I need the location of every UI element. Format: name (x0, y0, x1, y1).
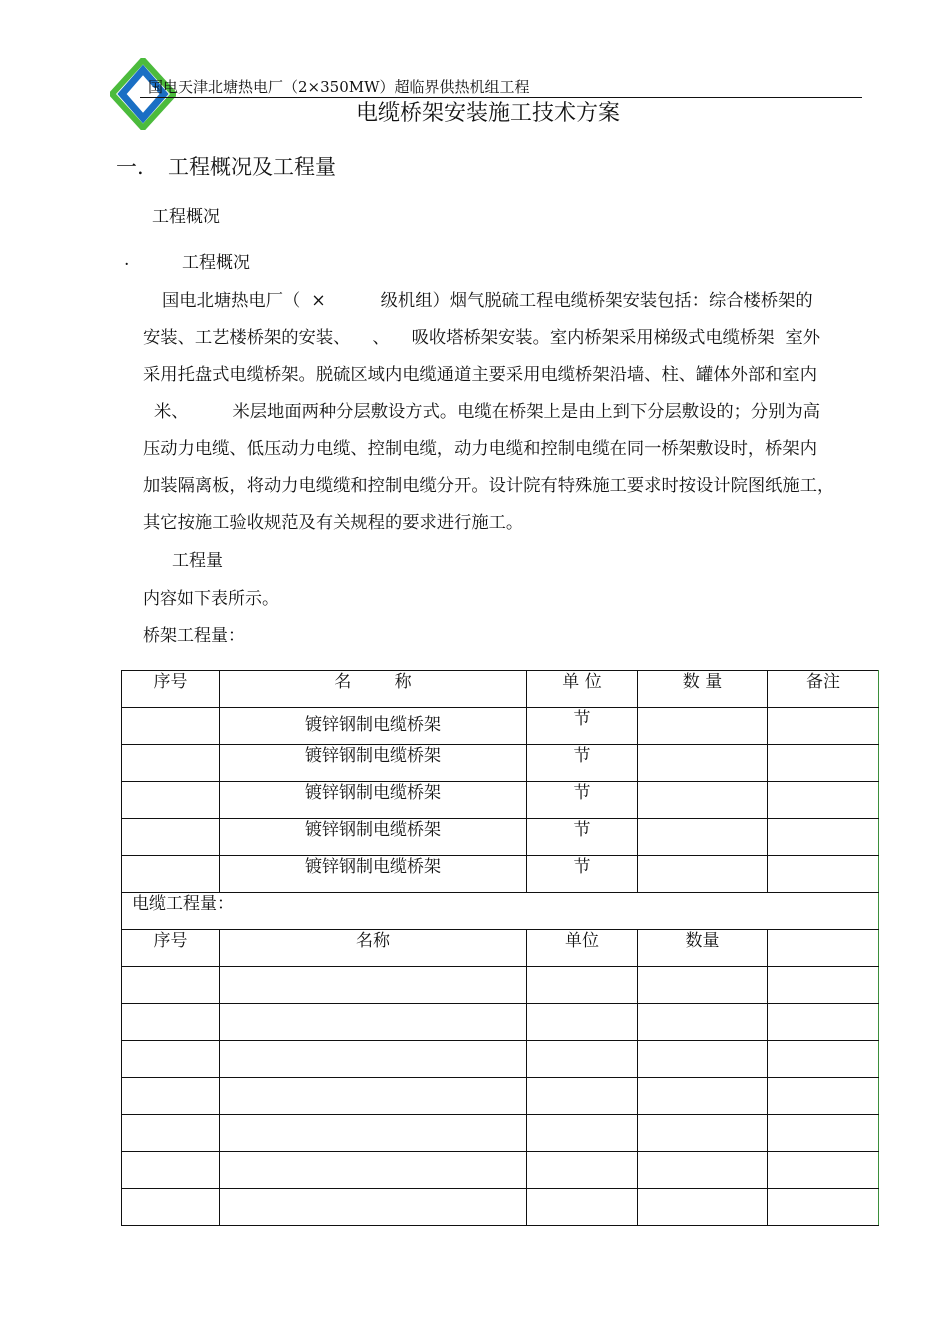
paragraph-line: 米、 米层地面两种分层敷设方式。电缆在桥架上是由上到下分层敷设的；分别为高 (143, 402, 821, 422)
table-row (122, 1189, 879, 1226)
table-cell (638, 782, 768, 819)
table-cell: 镀锌钢制电缆桥架 (220, 782, 527, 819)
table-cell (638, 1115, 768, 1152)
table-cell: 镀锌钢制电缆桥架 (220, 745, 527, 782)
paragraph-line: 其它按施工验收规范及有关规程的要求进行施工。 (143, 513, 524, 533)
table-row (122, 1152, 879, 1189)
table-cell (638, 1004, 768, 1041)
table-cell (638, 745, 768, 782)
table-row (122, 1041, 879, 1078)
table-cell (527, 1078, 638, 1115)
cable-table-header-row (122, 930, 879, 967)
table-cell (122, 745, 220, 782)
table-row (122, 1078, 879, 1115)
table-cell (638, 819, 768, 856)
table-row (122, 1004, 879, 1041)
header-cell: 单 位 (527, 671, 638, 708)
table-cell (122, 1189, 220, 1226)
header-cell: 序号 (122, 930, 220, 967)
table-cell (527, 967, 638, 1004)
table-cell (220, 1189, 527, 1226)
table-cell (768, 1004, 879, 1041)
table-cell (768, 782, 879, 819)
table-cell (638, 1189, 768, 1226)
table-cell (768, 1152, 879, 1189)
header-cell: 单位 (527, 930, 638, 967)
header-cell: 数量 (638, 930, 768, 967)
table-cell (638, 856, 768, 893)
header-cell: 数 量 (638, 671, 768, 708)
header-cell: 备注 (768, 671, 879, 708)
table-row (122, 1115, 879, 1152)
table-cell (768, 819, 879, 856)
table-cell (768, 967, 879, 1004)
header-cell (768, 930, 879, 967)
table-row (122, 745, 879, 782)
table-cell (122, 782, 220, 819)
tray-quantity-label: 桥架工程量： (143, 626, 245, 646)
table-cell (122, 708, 220, 745)
table-cell (220, 1004, 527, 1041)
table-cell (220, 1152, 527, 1189)
table-cell (122, 1004, 220, 1041)
table-cell (220, 1041, 527, 1078)
table-cell (527, 1041, 638, 1078)
table-cell (122, 1041, 220, 1078)
table-cell (122, 856, 220, 893)
table-row (122, 819, 879, 856)
table-cell (638, 1152, 768, 1189)
table-cell (638, 967, 768, 1004)
paragraph-line: 加装隔离板，将动力电缆缆和控制电缆分开。设计院有特殊施工要求时按设计院图纸施工， (143, 476, 835, 496)
section-title: 工程概况及工程量 (168, 155, 336, 179)
table-cell (122, 1115, 220, 1152)
table-cell (527, 1115, 638, 1152)
paragraph-line: 采用托盘式电缆桥架。脱硫区域内电缆通道主要采用电缆桥架沿墙、柱、罐体外部和室内 (143, 365, 817, 385)
table-cell (220, 1078, 527, 1115)
cable-table-label-row (122, 893, 879, 930)
quantity-heading: 工程量 (172, 551, 223, 571)
table-cell (638, 708, 768, 745)
table-row (122, 782, 879, 819)
table-cell (638, 1078, 768, 1115)
table-cell (768, 1078, 879, 1115)
table-cell (768, 1041, 879, 1078)
paragraph-line: 国电北塘热电厂（ × 级机组）烟气脱硫工程电缆桥架安装包括：综合楼桥架的 (162, 291, 813, 311)
table-cell (220, 967, 527, 1004)
table-cell (768, 1189, 879, 1226)
table-cell: 节 (527, 708, 638, 745)
table-cell (122, 1078, 220, 1115)
table-cell (768, 856, 879, 893)
quantity-intro: 内容如下表所示。 (143, 589, 279, 609)
table-cell (122, 1152, 220, 1189)
table-cell (768, 708, 879, 745)
table-row (122, 967, 879, 1004)
table-cell (527, 1152, 638, 1189)
table-cell: 镀锌钢制电缆桥架 (220, 856, 527, 893)
document-title: 电缆桥架安装施工技术方案 (356, 101, 621, 126)
table-cell (122, 967, 220, 1004)
table-cell (122, 819, 220, 856)
table-row (122, 708, 879, 745)
paragraph-line: 压动力电缆、低压动力电缆、控制电缆，动力电缆和控制电缆在同一桥架敷设时，桥架内 (143, 439, 817, 459)
table-cell (638, 1041, 768, 1078)
table-cell: 节 (527, 856, 638, 893)
table-cell (220, 1115, 527, 1152)
subsection-heading: 工程概况 (152, 207, 220, 227)
paragraph-line: 安装、工艺楼桥架的安装、 、 吸收塔桥架安装。室内桥架采用梯级式电缆桥架 室外 (143, 328, 821, 348)
cable-quantity-label: 电缆工程量： (122, 893, 879, 930)
table-cell (527, 1189, 638, 1226)
table-cell (768, 745, 879, 782)
header-cell: 名称 (220, 930, 527, 967)
subsection-marker: . (124, 250, 130, 270)
table-row (122, 856, 879, 893)
table-cell: 节 (527, 782, 638, 819)
header-project-name: 国电天津北塘热电厂（2×350MW）超临界供热机组工程 (148, 78, 530, 96)
table-cell: 镀锌钢制电缆桥架 (220, 708, 527, 745)
header-cell: 名 称 (220, 671, 527, 708)
table-cell (768, 1115, 879, 1152)
table-cell: 镀锌钢制电缆桥架 (220, 819, 527, 856)
tray-table-header-row (122, 671, 879, 708)
header-cell: 序号 (122, 671, 220, 708)
table-cell: 节 (527, 819, 638, 856)
section-number: 一. (116, 155, 144, 179)
table-cell (527, 1004, 638, 1041)
quantity-table (121, 670, 879, 1226)
subsection-heading-2: 工程概况 (182, 253, 250, 273)
table-cell: 节 (527, 745, 638, 782)
